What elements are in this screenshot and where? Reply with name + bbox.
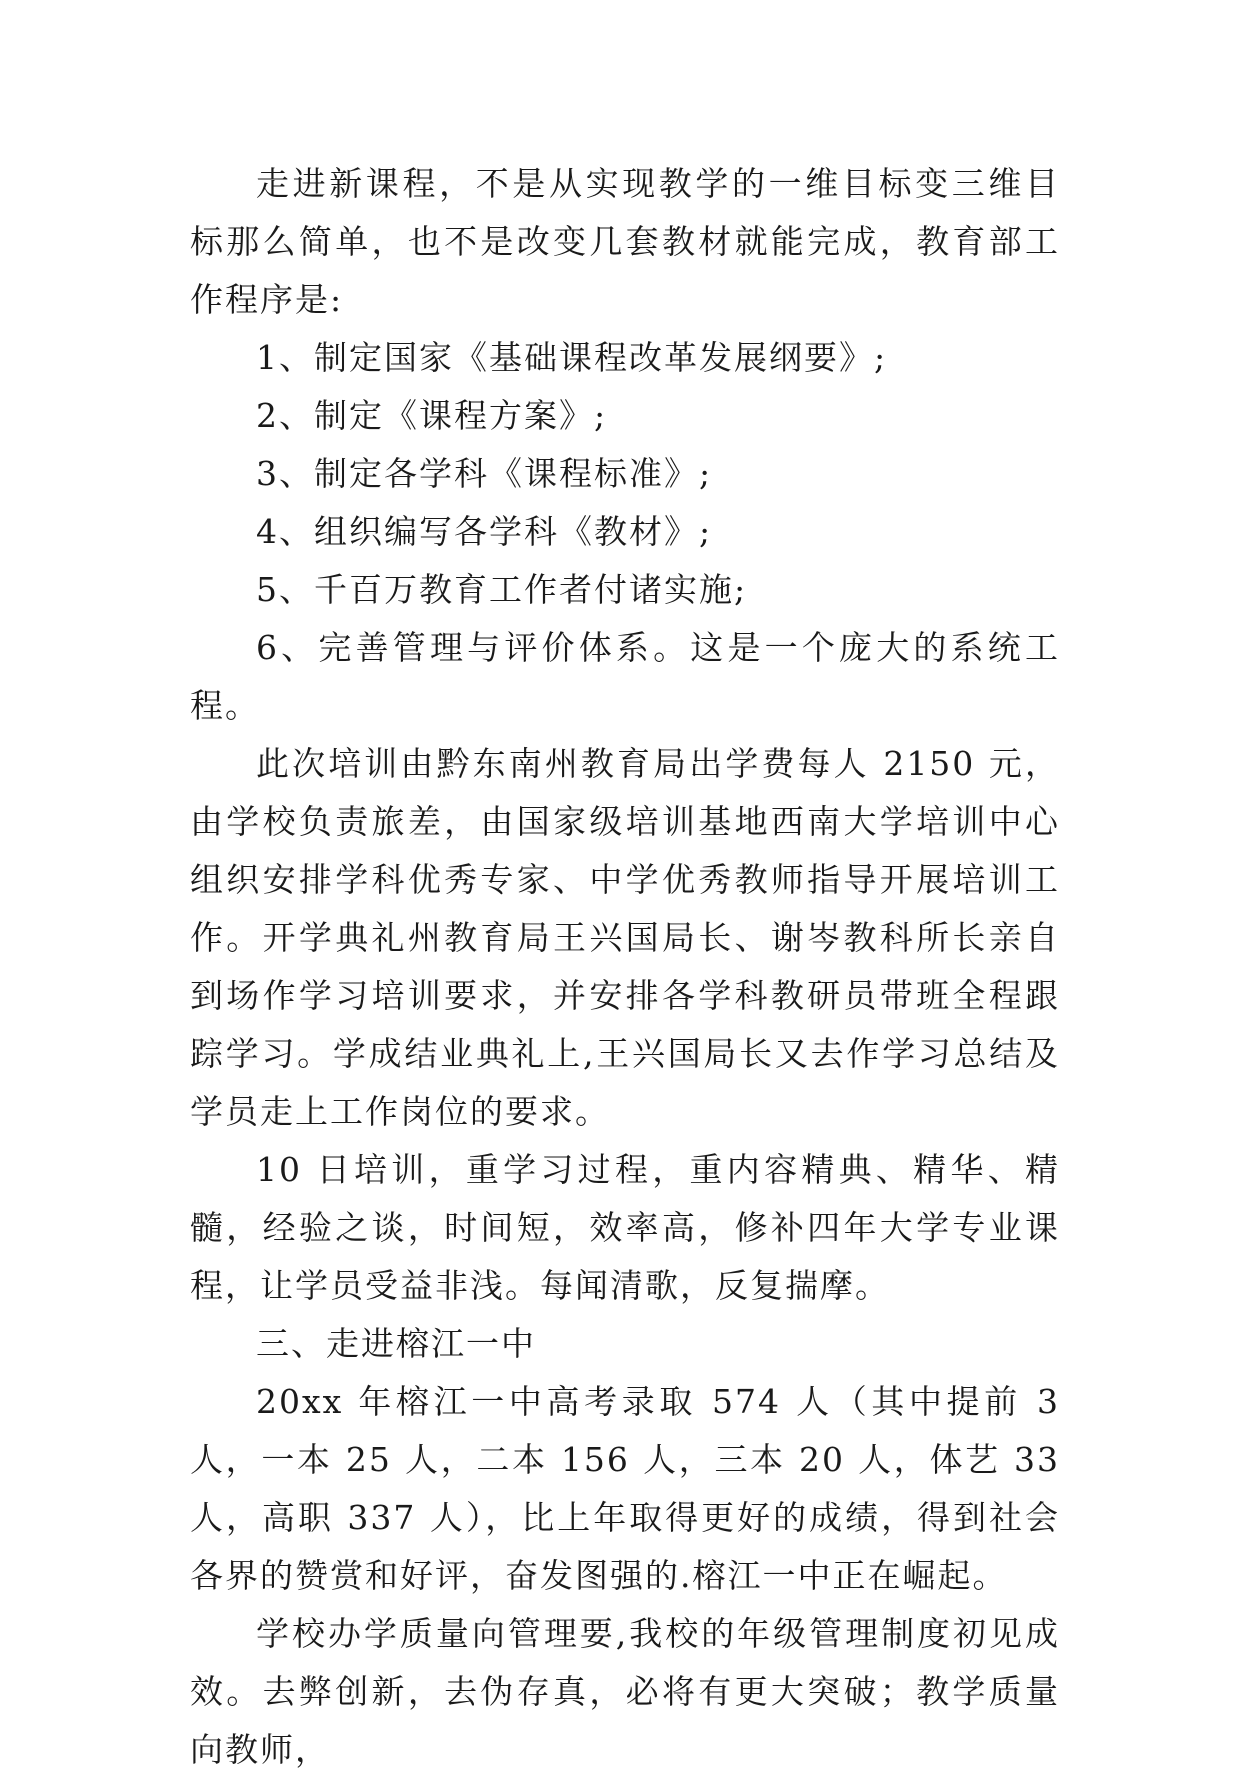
list-item-4: 4、组织编写各学科《教材》; <box>256 512 713 551</box>
paragraph-admissions: 20xx 年榕江一中高考录取 574 人（其中提前 3 人，一本 25 人，二本 156 人，三本 20 人，体艺 33 人，高职 337 人），比上年取得更好的成绩，得到社会各界的赞赏和好评，奋发图强的.榕江一中正在崛起。 <box>190 1382 1060 1595</box>
paragraph-intro: 走进新课程，不是从实现教学的一维目标变三维目标那么简单，也不是改变几套教材就能完成，教育部工作程序是: <box>190 164 1060 319</box>
document-body <box>190 155 1060 1779</box>
list-item-5: 5、千百万教育工作者付诸实施; <box>256 570 748 609</box>
paragraph-training: 此次培训由黔东南州教育局出学费每人 2150 元，由学校负责旅差，由国家级培训基地西南大学培训中心组织安排学科优秀专家、中学优秀教师指导开展培训工作。开学典礼州教育局王兴国局长、谢岑教科所长亲自到场作学习培训要求，并安排各学科教研员带班全程跟踪学习。学成结业典礼上,王兴国局长又去作学习总结及学员走上工作岗位的要求。 <box>190 744 1060 1131</box>
paragraph-ten-days: 10 日培训，重学习过程，重内容精典、精华、精髓，经验之谈，时间短，效率高，修补四年大学专业课程，让学员受益非浅。每闻清歌，反复揣摩。 <box>190 1150 1060 1305</box>
list-item-3: 3、制定各学科《课程标准》; <box>256 454 713 493</box>
list-item-6: 6、完善管理与评价体系。这是一个庞大的系统工程。 <box>190 628 1060 725</box>
paragraph-management: 学校办学质量向管理要,我校的年级管理制度初见成效。去弊创新，去伪存真，必将有更大突破；教学质量向教师， <box>190 1614 1060 1769</box>
list-item-1: 1、制定国家《基础课程改革发展纲要》; <box>256 338 888 377</box>
section-heading: 三、走进榕江一中 <box>256 1324 536 1363</box>
list-item-2: 2、制定《课程方案》; <box>256 396 608 435</box>
